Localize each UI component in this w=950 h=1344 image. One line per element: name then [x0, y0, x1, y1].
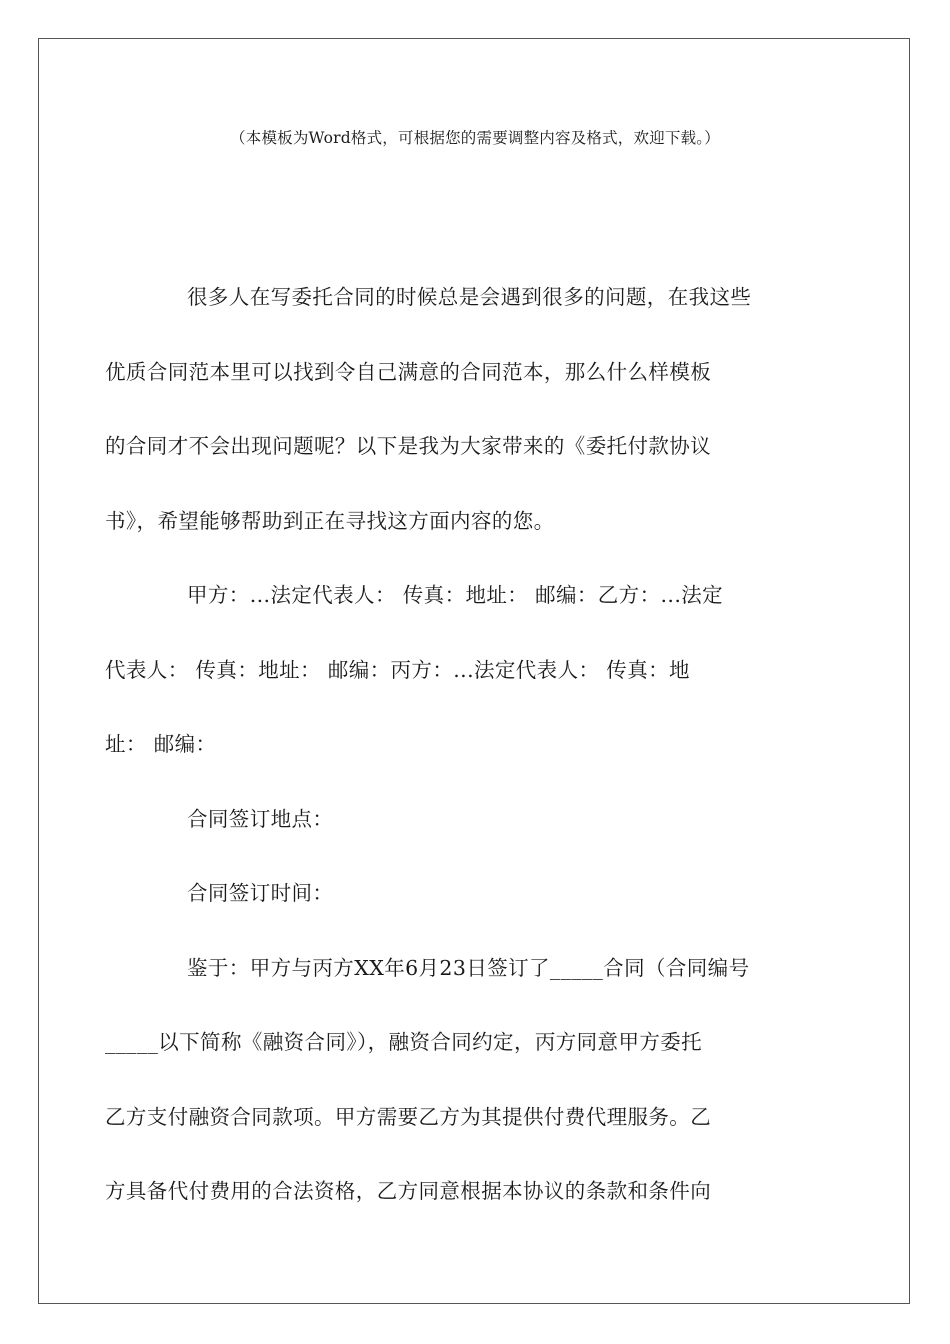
paragraph-intro [105, 260, 806, 558]
text-line: 代表人： 传真：地址： 邮编：丙方：...法定代表人： 传真：地 [105, 657, 690, 682]
text-line: 书》，希望能够帮助到正在寻找这方面内容的您。 [105, 508, 555, 533]
paragraph-whereas [105, 931, 806, 1229]
text-line: _____以下简称《融资合同》），融资合同约定，丙方同意甲方委托 [105, 1030, 703, 1054]
text-line: 方具备代付费用的合法资格，乙方同意根据本协议的条款和条件向 [105, 1179, 712, 1203]
text-line: 甲方：...法定代表人： 传真：地址： 邮编：乙方：...法定 [187, 583, 724, 607]
text-line: 鉴于：甲方与丙方XX年6月23日签订了_____合同（合同编号 [187, 955, 750, 980]
paragraph-signing-place [146, 782, 806, 857]
text-line: 址： 邮编： [105, 732, 217, 756]
text-line: 合同签订时间： [187, 881, 334, 905]
text-line: 合同签订地点： [187, 806, 334, 831]
text-line: 优质合同范本里可以找到令自己满意的合同范本，那么什么样模板 [105, 359, 712, 384]
paragraph-parties [105, 558, 806, 782]
paragraph-signing-time [146, 856, 806, 931]
text-line: 很多人在写委托合同的时候总是会遇到很多的问题，在我这些 [187, 285, 752, 309]
text-line: 的合同才不会出现问题呢？以下是我为大家带来的《委托付款协议 [105, 434, 712, 458]
text-line: 乙方支付融资合同款项。甲方需要乙方为其提供付费代理服务。乙 [105, 1104, 712, 1129]
template-note: （本模板为Word格式，可根据您的需要调整内容及格式，欢迎下载。） [230, 129, 720, 147]
document-body [105, 260, 806, 1229]
